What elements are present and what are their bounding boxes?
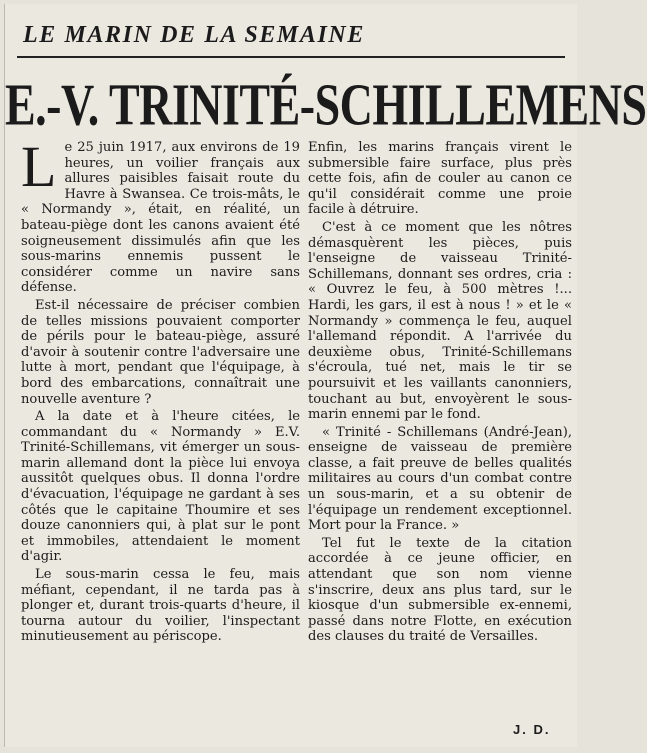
article-column-left [21, 134, 300, 647]
article-headline: E.-V. TRINITÉ-SCHILLEMENS [5, 71, 647, 138]
article-paragraph-7: « Trinité - Schillemans (André-Jean), enseigne de vaisseau de première classe, a fait preuve de belles qualités militaires au cours d'un combat contre un sous-marin, et a su obtenir de l'équipage un rendement exceptionnel. Mort pour la France. » [308, 424, 572, 534]
author-signature: J. D. [513, 722, 551, 737]
column-rubric: LE MARIN DE LA SEMAINE [23, 22, 365, 48]
article-paragraph-8: Tel fut le texte de la citation accordée à ce jeune officier, en attendant que son nom vienne s'inscrire, deux ans plus tard, sur le kiosque d'un submersible ex-ennemi, passé dans notre Flotte, en exécution des clauses du traité de Versailles. [308, 535, 572, 645]
article-paragraph-5: Enfin, les marins français virent le submersible faire surface, plus près cette fois, afin de couler au canon ce qu'il considérait comme une proie facile à détruire. [308, 140, 572, 218]
drop-cap: L [21, 134, 57, 199]
article-paragraph-3: A la date et à l'heure citées, le commandant du « Normandy » E.V. Trinité-Schillemans, vit émerger un sous-marin allemand dont la pièce lui envoya aussitôt quelques obus. Il donna l'ordre d'évacuation, l'équipage ne gardant à ses côtés que le capitaine Thoumire et ses douze canonniers qui, à plat sur le pont et immobiles, attendaient le moment d'agir. [21, 409, 300, 565]
article-column-right [308, 140, 572, 647]
article-paragraph-1: Le 25 juin 1917, aux environs de 19 heures, un voilier français aux allures paisibles faisait route du Havre à Swansea. Ce trois-mâts, le « Normandy », était, en réalité, un bateau-piège dont les canons avaient été soigneusement dissimulés afin que les sous-marins ennemis pussent le considérer comme un navire sans défense. [21, 134, 300, 296]
rubric-rule [17, 56, 565, 58]
article-paragraph-4: Le sous-marin cessa le feu, mais méfiant, cependant, il ne tarda pas à plonger et, durant trois-quarts d'heure, il tourna autour du voilier, l'inspectant minutieusement au périscope. [21, 567, 300, 645]
article-paragraph-2: Est-il nécessaire de préciser combien de telles missions pouvaient comporter de périls pour le bateau-piège, assuré d'avoir à soutenir contre l'adversaire une lutte à mort, pendant que l'équipage, à bord des embarcations, connaîtrait une nouvelle aventure ? [21, 297, 300, 407]
newspaper-clipping [4, 4, 647, 747]
article-paragraph-6: C'est à ce moment que les nôtres démasquèrent les pièces, puis l'enseigne de vaisseau Trinité-Schillemans, donnant ses ordres, cria : « Ouvrez le feu, à 500 mètres !... Hardi, les gars, il est à nous ! » et le « Normandy » commença le feu, auquel l'allemand répondit. A l'arrivée du deuxième obus, Trinité-Schillemans s'écroula, tué net, mais le tir se poursuivit et les vaillants canonniers, touchant au but, envoyèrent le sous-marin ennemi par le fond. [308, 219, 572, 423]
